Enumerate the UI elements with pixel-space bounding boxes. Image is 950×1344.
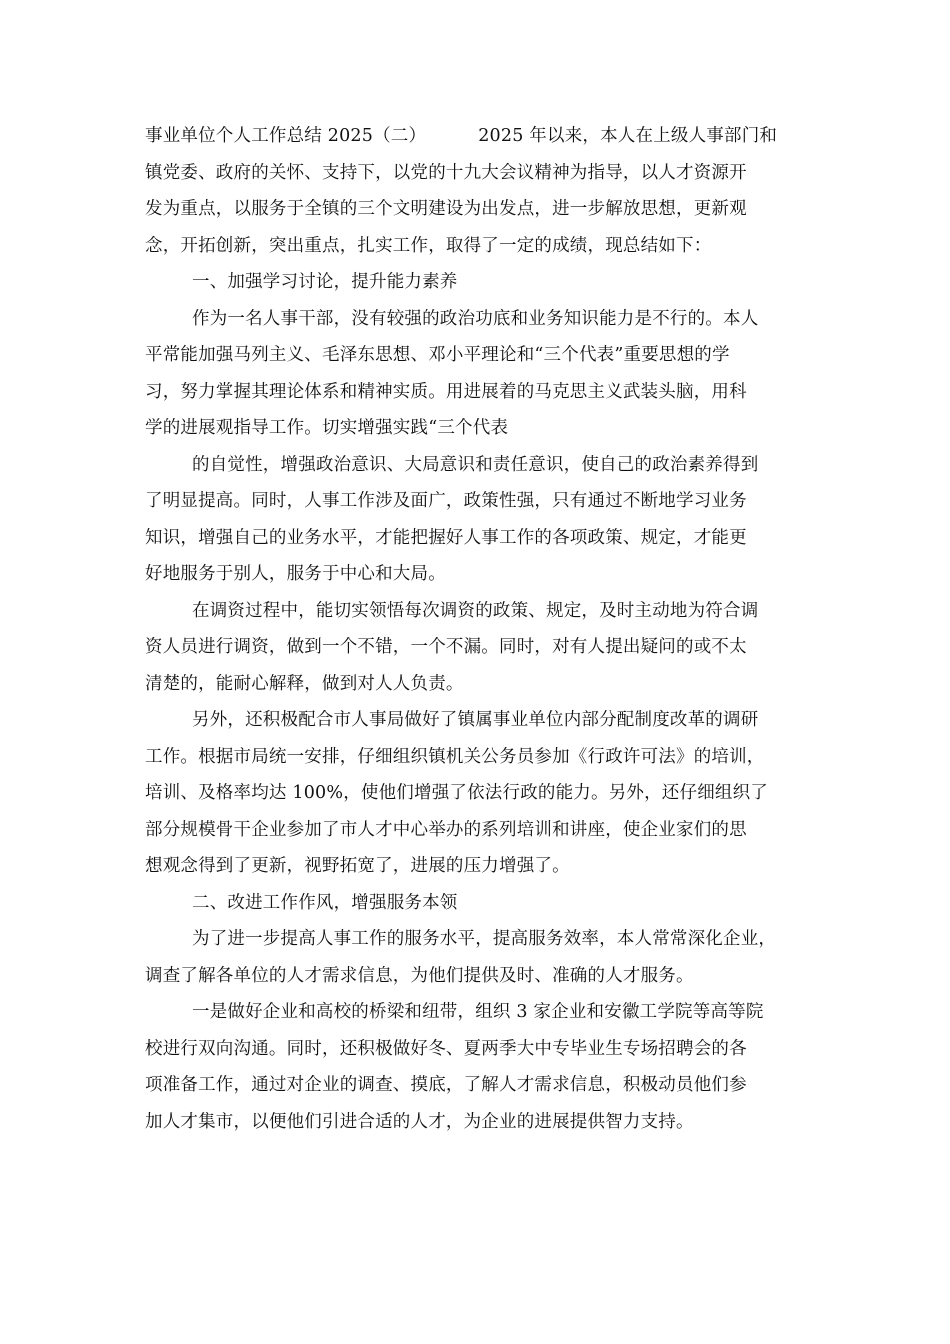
p6-line-1: 一是做好企业和高校的桥梁和纽带，组织 3 家企业和安徽工学院等高等院 [192, 1002, 764, 1022]
p4-line-5: 想观念得到了更新，视野拓宽了，进展的压力增强了。 [145, 856, 570, 876]
document-title: 事业单位个人工作总结 2025（二） [145, 126, 427, 146]
intro-line-1: 2025 年以来，本人在上级人事部门和 [478, 126, 778, 146]
p4-line-1: 另外，还积极配合市人事局做好了镇属事业单位内部分配制度改革的调研 [192, 710, 759, 730]
p5-line-2: 调查了解各单位的人才需求信息，为他们提供及时、准确的人才服务。 [145, 965, 694, 986]
p4-line-2: 工作。根据市局统一安排，仔细组织镇机关公务员参加《行政许可法》的培训， [145, 746, 765, 767]
p3-line-2: 资人员进行调资，做到一个不错，一个不漏。同时，对有人提出疑问的或不太 [145, 637, 747, 657]
p3-line-3: 清楚的，能耐心解释，做到对人人负责。 [145, 673, 464, 694]
p2-line-1: 的自觉性，增强政治意识、大局意识和责任意识，使自己的政治素养得到 [192, 454, 759, 475]
p3-line-1: 在调资过程中，能切实领悟每次调资的政策、规定，及时主动地为符合调 [192, 600, 759, 621]
p2-line-3: 知识，增强自己的业务水平，才能把握好人事工作的各项政策、规定，才能更 [145, 527, 747, 548]
intro-line-3: 发为重点，以服务于全镇的三个文明建设为出发点，进一步解放思想，更新观 [145, 199, 747, 219]
intro-line-4: 念，开拓创新，突出重点，扎实工作，取得了一定的成绩，现总结如下： [145, 235, 712, 256]
p6-line-3: 项准备工作，通过对企业的调查、摸底，了解人才需求信息，积极动员他们参 [145, 1075, 747, 1095]
p1-line-3: 习，努力掌握其理论体系和精神实质。用进展着的马克思主义武装头脑，用科 [145, 381, 747, 402]
p2-line-2: 了明显提高。同时，人事工作涉及面广，政策性强，只有通过不断地学习业务 [145, 491, 747, 511]
p1-line-4: 学的进展观指导工作。切实增强实践“三个代表 [145, 418, 509, 438]
p6-line-2: 校进行双向沟通。同时，还积极做好冬、夏两季大中专毕业生专场招聘会的各 [145, 1038, 747, 1059]
document-body [145, 118, 825, 1140]
p1-line-1: 作为一名人事干部，没有较强的政治功底和业务知识能力是不行的。本人 [192, 308, 759, 329]
p2-line-4: 好地服务于别人，服务于中心和大局。 [145, 564, 446, 584]
p4-line-4: 部分规模骨干企业参加了市人才中心举办的系列培训和讲座，使企业家们的思 [145, 819, 747, 840]
intro-line-2: 镇党委、政府的关怀、支持下，以党的十九大会议精神为指导，以人才资源开 [145, 162, 747, 183]
p5-line-1: 为了进一步提高人事工作的服务水平，提高服务效率，本人常常深化企业， [192, 929, 777, 949]
p4-line-3: 培训、及格率均达 100%，使他们增强了依法行政的能力。另外，还仔细组织了 [145, 783, 768, 803]
p6-line-4: 加人才集市，以便他们引进合适的人才，为企业的进展提供智力支持。 [145, 1111, 694, 1132]
section-heading-2: 二、改进工作作风，增强服务本领 [192, 892, 458, 913]
title-line [145, 118, 825, 155]
section-heading-1: 一、加强学习讨论，提升能力素养 [192, 272, 458, 292]
p1-line-2: 平常能加强马列主义、毛泽东思想、邓小平理论和“三个代表”重要思想的学 [145, 345, 730, 365]
